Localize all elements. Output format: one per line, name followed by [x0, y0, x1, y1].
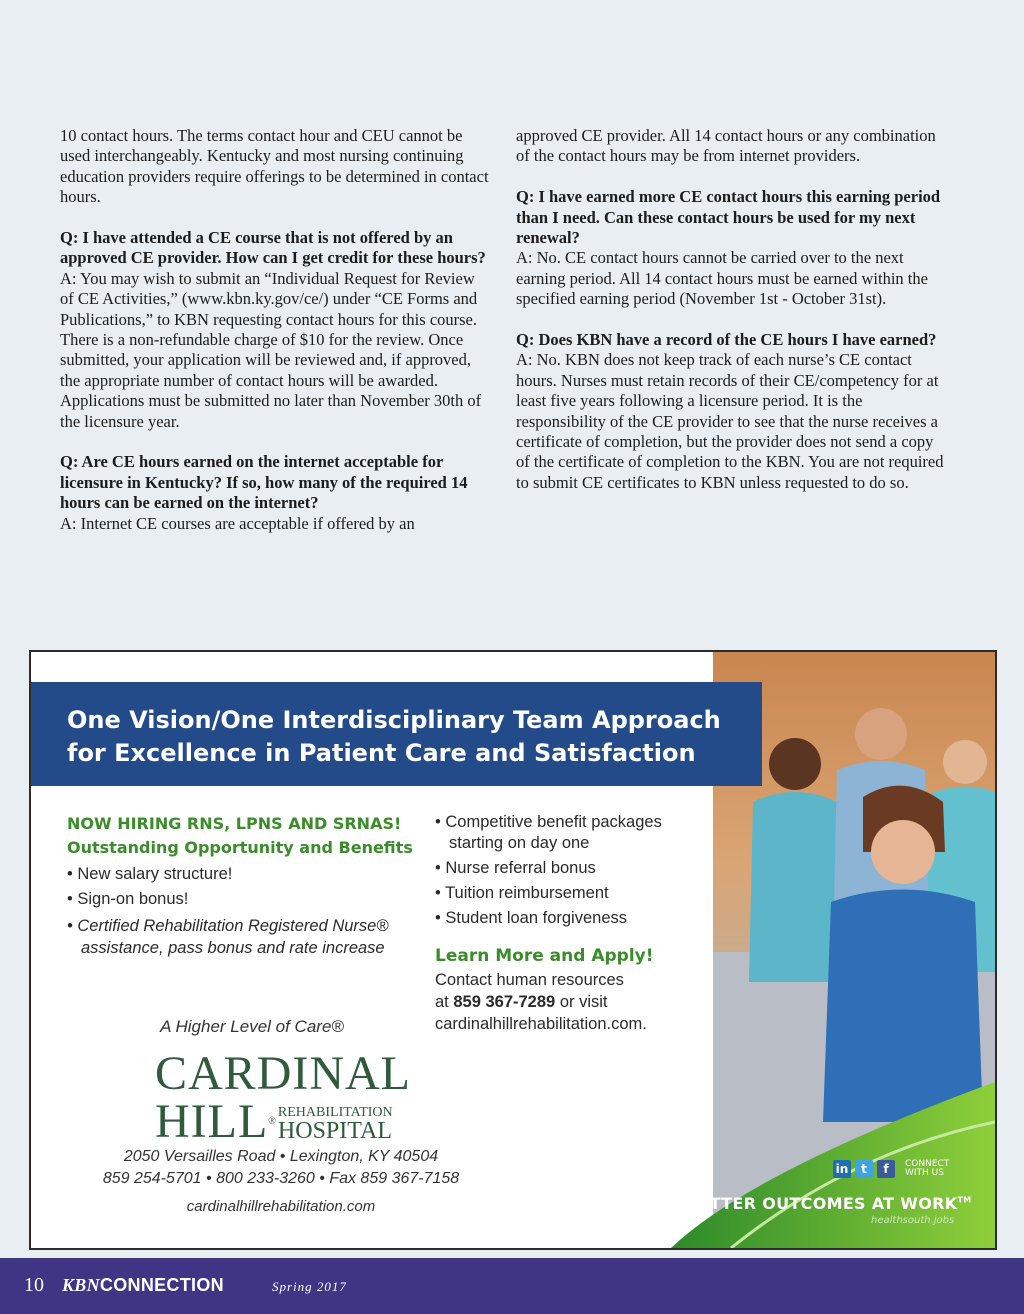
logo-hospital: HOSPITAL	[277, 1118, 392, 1144]
answer-paragraph: approved CE provider. All 14 contact hours or any combination of the contact hours may be from internet providers.	[516, 126, 936, 166]
contact-website[interactable]: cardinalhillrehabilitation.com.	[435, 1015, 647, 1033]
logo-cardinal: CARDINAL	[155, 1047, 411, 1100]
social-links	[833, 1160, 949, 1178]
connect-line: WITH US	[905, 1168, 944, 1178]
logo-hill: HILL	[155, 1095, 269, 1148]
advertisement	[29, 650, 997, 1250]
question-paragraph: Q: Does KBN have a record of the CE hours I have earned?	[516, 330, 937, 350]
logo-right	[278, 1106, 393, 1142]
logo-hill-row	[155, 1095, 395, 1148]
left-benefits-list	[67, 862, 427, 959]
list-item: • Tuition reimbursement	[435, 883, 705, 904]
answer-paragraph: A: Internet CE courses are acceptable if offered by an	[60, 513, 415, 533]
publication-brand	[62, 1275, 224, 1296]
list-item: • Student loan forgiveness	[435, 908, 705, 929]
banner-line-1: One Vision/One Interdisciplinary Team Approach	[67, 706, 721, 734]
connect-line: CONNECT	[905, 1159, 950, 1169]
better-outcomes-slogan	[686, 1194, 971, 1213]
address-block	[51, 1146, 511, 1190]
list-item: • Nurse referral bonus	[435, 858, 705, 879]
ad-right-column	[435, 812, 705, 1035]
article-column-right	[516, 126, 946, 514]
banner-line-2: for Excellence in Patient Care and Satisfaction	[67, 739, 696, 767]
facebook-icon[interactable]: f	[877, 1160, 895, 1178]
address-line: 2050 Versailles Road • Lexington, KY 40504	[123, 1148, 439, 1165]
answer-paragraph: A: You may wish to submit an “Individual Request for Review of CE Activities,” (www.kbn.ky.gov/ce/) under “CE Forms and Publications,” to KBN requesting contact hours for this course. There is a non-refundable charge of $10 for the review. Once submitted, your application will be reviewed and, if approved, the appropriate number of contact hours will be awarded. Applications must be submitted no later than November 30th of the licensure year.	[60, 268, 482, 431]
list-item: • Sign-on bonus!	[67, 887, 427, 912]
contact-info	[435, 969, 705, 1035]
article-column-left	[60, 126, 490, 554]
cardinal-hill-logo	[155, 1047, 411, 1148]
list-item: • New salary structure!	[67, 862, 427, 887]
contact-line	[435, 991, 705, 1013]
twitter-icon[interactable]: t	[855, 1160, 873, 1178]
tagline: A Higher Level of Care®	[160, 1017, 344, 1036]
contact-at: at	[435, 993, 449, 1011]
contact-or: or visit	[559, 993, 608, 1011]
answer-paragraph: 10 contact hours. The terms contact hour and CEU cannot be used interchangeably. Kentucky and most nursing continuing education providers require offerings to be determined in contact hours.	[60, 126, 489, 207]
logo-rehabilitation: REHABILITATION	[277, 1105, 393, 1120]
page-footer	[0, 1258, 1024, 1314]
brand-suffix: CONNECTION	[99, 1275, 224, 1295]
brand-prefix: KBN	[62, 1275, 100, 1295]
answer-paragraph: A: No. CE contact hours cannot be carried over to the next earning period. All 14 contact hours must be earned within the specified earning period (November 1st - October 31st).	[516, 248, 928, 309]
connect-label	[905, 1160, 949, 1178]
ad-left-column	[67, 812, 427, 959]
question-paragraph: Q: Are CE hours earned on the internet acceptable for licensure in Kentucky? If so, how many of the required 14 hours can be earned on the internet?	[60, 452, 468, 513]
phone-line: 859 254-5701 • 800 233-3260 • Fax 859 367-7158	[102, 1170, 460, 1187]
page-number: 10	[24, 1274, 44, 1296]
answer-paragraph: A: No. KBN does not keep track of each nurse’s CE contact hours. Nurses must retain records of their CE/competency for at least five years following a licensure period. It is the responsibility of the CE provider to see that the nurse receives a certificate of completion, but the provider does not send a copy of the certificate of completion to the KBN. You are not required to submit CE certificates to KBN unless requested to do so.	[516, 350, 944, 492]
linkedin-icon[interactable]: in	[833, 1160, 851, 1178]
contact-line: Contact human resources	[435, 971, 624, 989]
list-item: • Competitive benefit packages starting on day one	[435, 812, 705, 854]
trademark: TM	[957, 1195, 972, 1205]
contact-phone[interactable]: 859 367-7289	[453, 993, 556, 1011]
logo-registered: ®	[268, 1116, 276, 1127]
ad-banner	[31, 682, 762, 786]
website-link[interactable]: cardinalhillrehabilitation.com	[186, 1198, 376, 1215]
hiring-heading: NOW HIRING RNS, LPNS AND SRNAS! Outstanding Opportunity and Benefits	[67, 814, 413, 857]
list-item: • Certified Rehabilitation Registered Nurse® assistance, pass bonus and rate increase	[67, 915, 427, 959]
learn-more-heading: Learn More and Apply!	[435, 946, 654, 966]
issue-date: Spring 2017	[272, 1279, 347, 1294]
slogan-text: BETTER OUTCOMES AT WORK	[686, 1194, 958, 1213]
right-benefits-list	[435, 812, 705, 929]
question-paragraph: Q: I have earned more CE contact hours this earning period than I need. Can these contact hours be used for my next renewal?	[516, 187, 941, 248]
question-paragraph: Q: I have attended a CE course that is not offered by an approved CE provider. How can I get credit for these hours?	[60, 228, 486, 268]
healthsouth-link[interactable]: healthsouth.jobs	[871, 1215, 955, 1226]
